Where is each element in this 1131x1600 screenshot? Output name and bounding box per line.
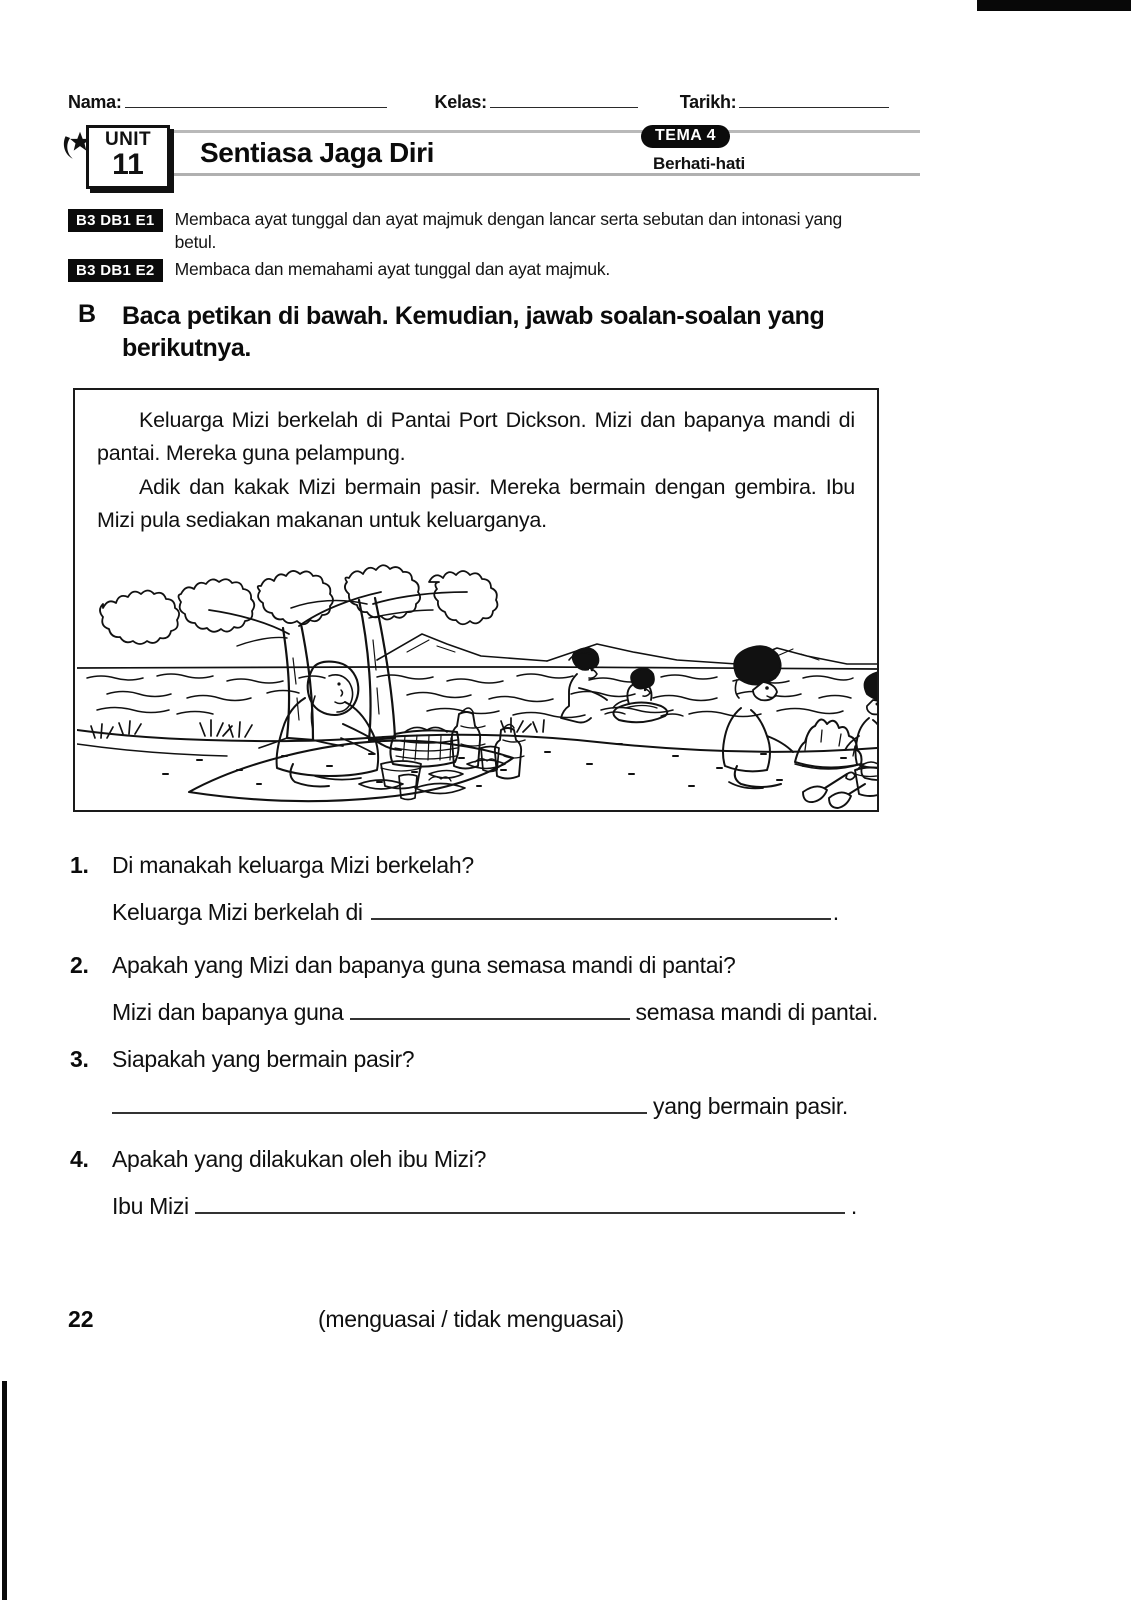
section-instruction (78, 300, 918, 364)
passage-paragraph-1: Keluarga Mizi berkelah di Pantai Port Dickson. Mizi dan bapanya mandi di pantai. Mereka guna pelampung. (97, 408, 855, 465)
question-line (70, 952, 920, 979)
questions-list (70, 852, 920, 1224)
kelas-input-line[interactable] (490, 92, 638, 108)
tema-subtitle: Berhati-hati (653, 154, 746, 173)
question-item (70, 1146, 920, 1220)
answer-suffix: . (850, 1193, 857, 1219)
learning-standards (68, 208, 918, 286)
unit-badge (86, 125, 170, 189)
question-item (70, 852, 920, 926)
answer-blank[interactable] (112, 1094, 647, 1114)
nama-label: Nama: (68, 92, 122, 112)
question-number: 4. (70, 1146, 89, 1172)
passage-text (75, 390, 877, 537)
standard-code-badge: B3 DB1 E2 (68, 259, 163, 282)
page-footer (68, 1306, 928, 1333)
question-number: 1. (70, 852, 89, 878)
answer-blank[interactable] (195, 1194, 845, 1214)
answer-line (112, 899, 920, 926)
question-item (70, 952, 920, 1026)
answer-prefix: Mizi dan bapanya guna (112, 999, 344, 1025)
page-number: 22 (68, 1306, 94, 1332)
tarikh-label: Tarikh: (679, 92, 737, 112)
question-item (70, 1046, 920, 1120)
passage-paragraph-2: Adik dan kakak Mizi bermain pasir. Mereka bermain dengan gembira. Ibu Mizi pula sediakan makanan untuk keluarganya. (97, 475, 855, 533)
question-line (70, 1146, 920, 1173)
beach-picnic-illustration (77, 548, 877, 810)
question-number: 3. (70, 1046, 89, 1072)
answer-line (112, 999, 920, 1026)
question-line (70, 1046, 920, 1073)
mastery-note: (menguasai / tidak menguasai) (318, 1306, 624, 1332)
answer-prefix: Ibu Mizi (112, 1193, 189, 1219)
question-text: Apakah yang dilakukan oleh ibu Mizi? (112, 1146, 487, 1172)
section-letter: B (78, 300, 97, 328)
standard-description: Membaca ayat tunggal dan ayat majmuk dengan lancar serta sebutan dan intonasi yang betul. (174, 209, 843, 253)
answer-suffix: yang bermain pasir. (653, 1093, 849, 1119)
scan-artifact-left-edge (2, 1381, 7, 1600)
tema-badge: TEMA 4 (641, 125, 730, 148)
answer-blank[interactable] (371, 900, 831, 920)
scan-artifact-top-bar (977, 0, 1131, 11)
question-text: Siapakah yang bermain pasir? (112, 1046, 415, 1072)
kelas-label: Kelas: (434, 92, 487, 112)
unit-number: 11 (112, 148, 144, 181)
unit-title: Sentiasa Jaga Diri (200, 137, 435, 168)
answer-line (112, 1193, 920, 1220)
question-text: Apakah yang Mizi dan bapanya guna semasa mandi di pantai? (112, 952, 736, 978)
standard-description: Membaca dan memahami ayat tunggal dan ayat majmuk. (174, 259, 611, 280)
question-text: Di manakah keluarga Mizi berkelah? (112, 852, 474, 878)
answer-line (112, 1093, 920, 1120)
answer-prefix: Keluarga Mizi berkelah di (112, 899, 363, 925)
answer-suffix: semasa mandi di pantai. (635, 999, 878, 1025)
standard-row (68, 258, 918, 282)
standard-code-badge: B3 DB1 E1 (68, 209, 163, 232)
unit-header-band (60, 125, 920, 187)
student-info-row (68, 92, 913, 118)
section-instruction-text: Baca petikan di bawah. Kemudian, jawab soalan-soalan yang berikutnya. (122, 302, 825, 362)
nama-input-line[interactable] (125, 92, 387, 108)
tarikh-input-line[interactable] (739, 92, 889, 108)
answer-blank[interactable] (350, 1000, 630, 1020)
standard-row (68, 208, 918, 254)
tema-group (635, 125, 875, 174)
question-number: 2. (70, 952, 89, 978)
unit-word: UNIT (105, 129, 151, 150)
question-line (70, 852, 920, 879)
answer-suffix: . (832, 899, 839, 925)
illustration-svg (77, 548, 877, 810)
passage-box (73, 388, 879, 812)
